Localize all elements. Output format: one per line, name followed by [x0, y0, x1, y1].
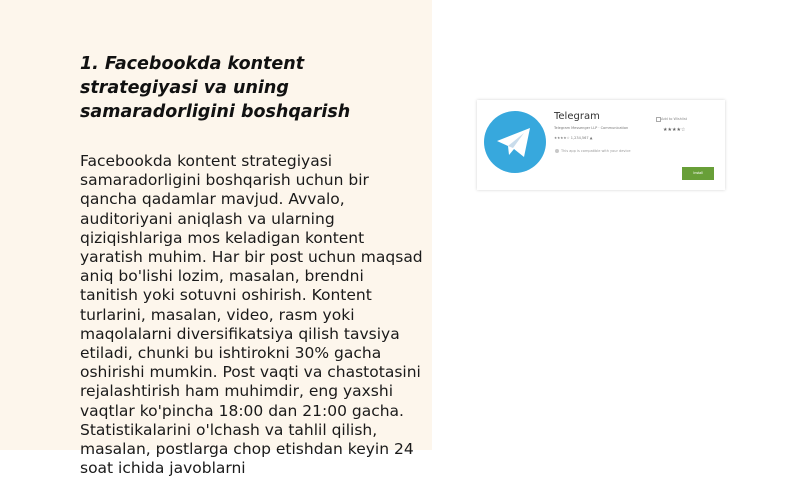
app-store-card	[477, 100, 725, 190]
warning-icon	[555, 149, 559, 153]
app-rating: ★★★★☆ 1,234,567 ▲	[554, 136, 593, 140]
app-developer: Telegram Messenger LLP · Communication	[554, 126, 629, 130]
slide-title: 1. Facebookda kontent strategiyasi va uning samaradorligini boshqarish	[80, 54, 351, 122]
slide-body-text: Facebookda kontent strategiyasi samaradorligini boshqarish uchun bir qancha qadamlar mavjud. Avvalo, auditoriyani aniqlash va ularning qiziqishlariga mos keladigan kontent yaratish muhim. Har bir post uchun maqsad aniq bo'lishi lozim, masalan, brendni tanitish yoki sotuvni oshirish. Kontent turlarini, masalan, video, rasm yoki maqolalarni diversifikatsiya qilish tavsiya etiladi, chunki bu ishtirokni 30% gacha oshirishi mumkin. Post vaqti va chastotasini rejalashtirish ham muhimdir, eng yaxshi vaqtlar ko'pincha 18:00 dan 21:00 gacha. Statistikalarini o'lchash va tahlil qilish, masalan, postlarga chop etishdan keyin 24 soat ichida javoblarni	[80, 152, 423, 478]
install-button[interactable]: Install	[682, 167, 714, 180]
wishlist-link[interactable]: Add to Wishlist	[661, 117, 688, 121]
app-name: Telegram	[554, 111, 600, 122]
star-rating: ★★★★☆	[663, 127, 686, 133]
telegram-logo-icon	[484, 111, 546, 173]
compatibility-note: This app is compatible with your device	[561, 149, 631, 153]
